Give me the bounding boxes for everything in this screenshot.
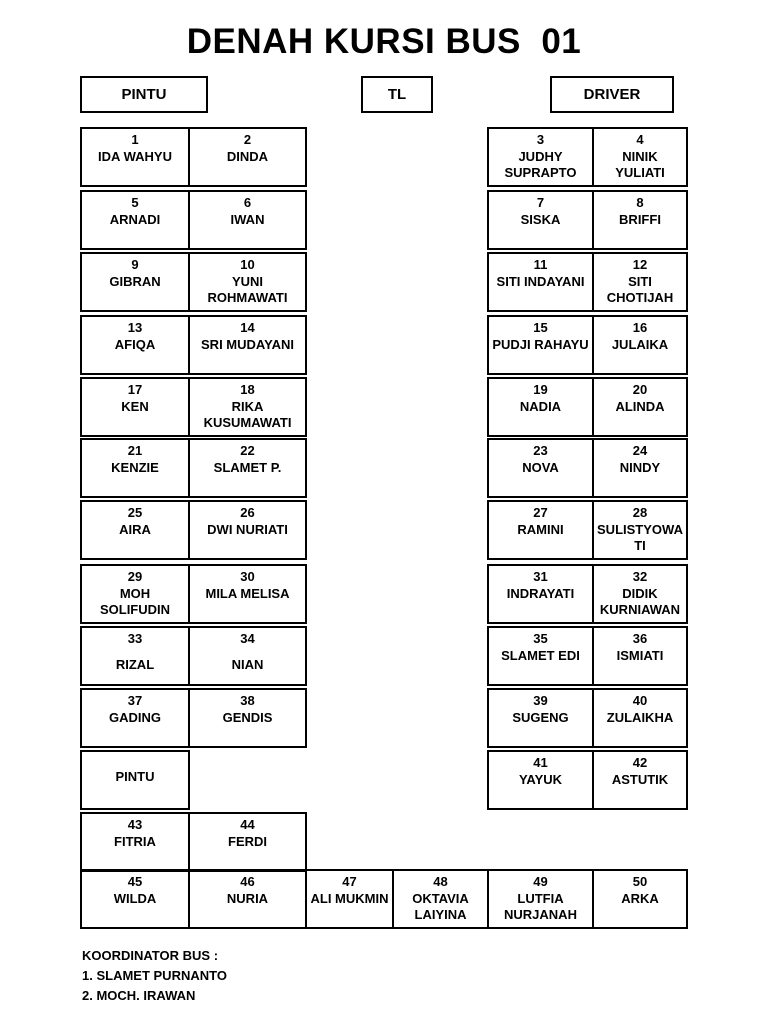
seat-14 bbox=[188, 315, 307, 375]
seat-31 bbox=[487, 564, 594, 624]
seat-passenger-name: ALI MUKMIN bbox=[310, 891, 389, 906]
seat-15 bbox=[487, 315, 594, 375]
seat-number: 48 bbox=[433, 874, 448, 889]
coordinator-section bbox=[82, 946, 227, 1006]
seat-38 bbox=[188, 688, 307, 748]
seat-number: 25 bbox=[127, 505, 143, 520]
tour-leader-box bbox=[361, 76, 433, 113]
seat-number: 39 bbox=[533, 693, 548, 708]
seat-49 bbox=[487, 869, 594, 929]
seat-passenger-name: SUGENG bbox=[512, 710, 569, 725]
seat-19 bbox=[487, 377, 594, 437]
seat-27 bbox=[487, 500, 594, 560]
seat-number: 13 bbox=[127, 320, 143, 335]
seat-21 bbox=[80, 438, 190, 498]
driver-box bbox=[550, 76, 674, 113]
seat-25 bbox=[80, 500, 190, 560]
seat-number: 15 bbox=[533, 320, 548, 335]
seat-number: 23 bbox=[533, 443, 548, 458]
rear-door-label: PINTU bbox=[115, 769, 155, 784]
seat-passenger-name: INDRAYATI bbox=[506, 586, 575, 601]
seat-passenger-name: SITI CHOTIJAH bbox=[606, 274, 674, 305]
seat-number: 2 bbox=[243, 132, 252, 147]
seat-number: 26 bbox=[240, 505, 255, 520]
rear-door-box bbox=[80, 750, 190, 810]
seat-number: 3 bbox=[536, 132, 545, 147]
seat-4 bbox=[592, 127, 688, 187]
seat-passenger-name: SRI MUDAYANI bbox=[201, 337, 294, 352]
seat-number: 38 bbox=[240, 693, 255, 708]
seat-passenger-name: DWI NURIATI bbox=[207, 522, 288, 537]
seat-number: 37 bbox=[127, 693, 143, 708]
seat-passenger-name: NINDY bbox=[619, 460, 661, 475]
seat-passenger-name: AFIQA bbox=[114, 337, 156, 352]
seat-5 bbox=[80, 190, 190, 250]
seat-number: 33 bbox=[127, 631, 143, 646]
seat-passenger-name: ASTUTIK bbox=[611, 772, 669, 787]
seat-passenger-name: WILDA bbox=[113, 891, 157, 906]
seat-16 bbox=[592, 315, 688, 375]
seat-number: 31 bbox=[533, 569, 548, 584]
seat-39 bbox=[487, 688, 594, 748]
page-title: DENAH KURSI BUS 01 bbox=[186, 22, 582, 61]
seat-number: 30 bbox=[240, 569, 255, 584]
seat-9 bbox=[80, 252, 190, 312]
seat-43 bbox=[80, 812, 190, 872]
seat-2 bbox=[188, 127, 307, 187]
seat-12 bbox=[592, 252, 688, 312]
seat-number: 19 bbox=[533, 382, 548, 397]
seat-number: 32 bbox=[632, 569, 648, 584]
seat-number: 40 bbox=[632, 693, 648, 708]
coordinator-item: 1. SLAMET PURNANTO bbox=[82, 968, 227, 983]
seat-passenger-name: SLAMET P. bbox=[213, 460, 282, 475]
seat-1 bbox=[80, 127, 190, 187]
front-door-box bbox=[80, 76, 208, 113]
seat-passenger-name: PUDJI RAHAYU bbox=[492, 337, 589, 352]
seat-passenger-name: SLAMET EDI bbox=[501, 648, 580, 663]
seat-number: 4 bbox=[636, 132, 644, 147]
seat-number: 9 bbox=[131, 257, 139, 272]
seat-passenger-name: NURIA bbox=[226, 891, 269, 906]
seat-6 bbox=[188, 190, 307, 250]
seat-passenger-name: DIDIK KURNIAWAN bbox=[599, 586, 681, 617]
seat-passenger-name: RIZAL bbox=[115, 657, 155, 672]
seat-passenger-name: JUDHY SUPRAPTO bbox=[504, 149, 577, 180]
seat-33 bbox=[80, 626, 190, 686]
seat-number: 45 bbox=[127, 874, 143, 889]
seat-number: 21 bbox=[127, 443, 143, 458]
seat-40 bbox=[592, 688, 688, 748]
seat-passenger-name: FERDI bbox=[228, 834, 267, 849]
seat-28 bbox=[592, 500, 688, 560]
seat-50 bbox=[592, 869, 688, 929]
seat-passenger-name: YAYUK bbox=[518, 772, 563, 787]
seat-36 bbox=[592, 626, 688, 686]
seat-passenger-name: GIBRAN bbox=[109, 274, 161, 289]
seat-46 bbox=[188, 869, 307, 929]
seat-41 bbox=[487, 750, 594, 810]
driver-label: DRIVER bbox=[583, 86, 641, 103]
tour-leader-label: TL bbox=[387, 86, 407, 103]
seat-number: 7 bbox=[536, 195, 545, 210]
seat-34 bbox=[188, 626, 307, 686]
seat-22 bbox=[188, 438, 307, 498]
seat-number: 10 bbox=[240, 257, 255, 272]
front-door-label: PINTU bbox=[121, 86, 167, 103]
seat-number: 14 bbox=[240, 320, 255, 335]
seat-number: 11 bbox=[533, 257, 548, 272]
seat-13 bbox=[80, 315, 190, 375]
seat-number: 16 bbox=[632, 320, 648, 335]
seat-passenger-name: JULAIKA bbox=[611, 337, 669, 352]
seat-number: 1 bbox=[131, 132, 139, 147]
seat-number: 6 bbox=[243, 195, 252, 210]
seat-number: 50 bbox=[632, 874, 648, 889]
seat-passenger-name: FITRIA bbox=[114, 834, 156, 849]
seat-number: 35 bbox=[533, 631, 548, 646]
seat-30 bbox=[188, 564, 307, 624]
coordinator-heading: KOORDINATOR BUS : bbox=[82, 948, 219, 963]
seat-number: 43 bbox=[127, 817, 143, 832]
seat-passenger-name: RIKA KUSUMAWATI bbox=[203, 399, 292, 430]
seat-number: 27 bbox=[533, 505, 548, 520]
seat-35 bbox=[487, 626, 594, 686]
seat-passenger-name: SITI INDAYANI bbox=[496, 274, 585, 289]
seat-passenger-name: NIAN bbox=[231, 657, 264, 672]
seat-passenger-name: NINIK YULIATI bbox=[615, 149, 665, 180]
seat-number: 12 bbox=[632, 257, 648, 272]
seat-passenger-name: IDA WAHYU bbox=[98, 149, 172, 164]
seat-passenger-name: KEN bbox=[121, 399, 149, 414]
seat-48 bbox=[392, 869, 489, 929]
seat-number: 42 bbox=[632, 755, 648, 770]
seat-32 bbox=[592, 564, 688, 624]
seat-passenger-name: IWAN bbox=[230, 212, 265, 227]
seat-passenger-name: OKTAVIA LAIYINA bbox=[412, 891, 469, 922]
seat-7 bbox=[487, 190, 594, 250]
seat-passenger-name: GADING bbox=[109, 710, 161, 725]
seat-18 bbox=[188, 377, 307, 437]
seat-47 bbox=[305, 869, 394, 929]
seat-passenger-name: KENZIE bbox=[111, 460, 159, 475]
seat-number: 22 bbox=[240, 443, 255, 458]
seat-number: 47 bbox=[342, 874, 357, 889]
seat-8 bbox=[592, 190, 688, 250]
seat-number: 28 bbox=[632, 505, 648, 520]
seat-passenger-name: ZULAIKHA bbox=[606, 710, 674, 725]
seat-passenger-name: NOVA bbox=[522, 460, 559, 475]
seat-26 bbox=[188, 500, 307, 560]
seat-passenger-name: YUNI ROHMAWATI bbox=[207, 274, 288, 305]
seat-number: 34 bbox=[240, 631, 255, 646]
seat-passenger-name: MOH SOLIFUDIN bbox=[99, 586, 171, 617]
seat-3 bbox=[487, 127, 594, 187]
seat-37 bbox=[80, 688, 190, 748]
seat-passenger-name: ARKA bbox=[621, 891, 659, 906]
seat-11 bbox=[487, 252, 594, 312]
seat-number: 8 bbox=[636, 195, 644, 210]
coordinator-item: 2. MOCH. IRAWAN bbox=[82, 988, 196, 1003]
seat-number: 18 bbox=[240, 382, 255, 397]
seat-number: 49 bbox=[533, 874, 548, 889]
seat-passenger-name: AIRA bbox=[119, 522, 151, 537]
seat-45 bbox=[80, 869, 190, 929]
seat-passenger-name: SULISTYOWATI bbox=[597, 522, 683, 553]
seat-23 bbox=[487, 438, 594, 498]
seat-29 bbox=[80, 564, 190, 624]
seat-number: 29 bbox=[127, 569, 143, 584]
seat-passenger-name: MILA MELISA bbox=[205, 586, 290, 601]
seat-number: 17 bbox=[127, 382, 143, 397]
seat-number: 44 bbox=[240, 817, 255, 832]
seat-passenger-name: RAMINI bbox=[517, 522, 564, 537]
seat-passenger-name: NADIA bbox=[519, 399, 562, 414]
seat-17 bbox=[80, 377, 190, 437]
seat-number: 36 bbox=[632, 631, 648, 646]
seat-number: 41 bbox=[533, 755, 548, 770]
seat-passenger-name: BRIFFI bbox=[619, 212, 661, 227]
seat-number: 46 bbox=[240, 874, 255, 889]
seat-42 bbox=[592, 750, 688, 810]
seat-passenger-name: GENDIS bbox=[222, 710, 273, 725]
seat-passenger-name: ISMIATI bbox=[616, 648, 664, 663]
seat-10 bbox=[188, 252, 307, 312]
seat-passenger-name: ARNADI bbox=[109, 212, 161, 227]
seat-passenger-name: DINDA bbox=[226, 149, 269, 164]
seat-number: 24 bbox=[632, 443, 648, 458]
seat-44 bbox=[188, 812, 307, 872]
seat-20 bbox=[592, 377, 688, 437]
seat-number: 20 bbox=[632, 382, 648, 397]
seat-number: 5 bbox=[131, 195, 139, 210]
seat-24 bbox=[592, 438, 688, 498]
seat-passenger-name: LUTFIA NURJANAH bbox=[504, 891, 577, 922]
seat-passenger-name: ALINDA bbox=[615, 399, 665, 414]
seat-passenger-name: SISKA bbox=[520, 212, 561, 227]
